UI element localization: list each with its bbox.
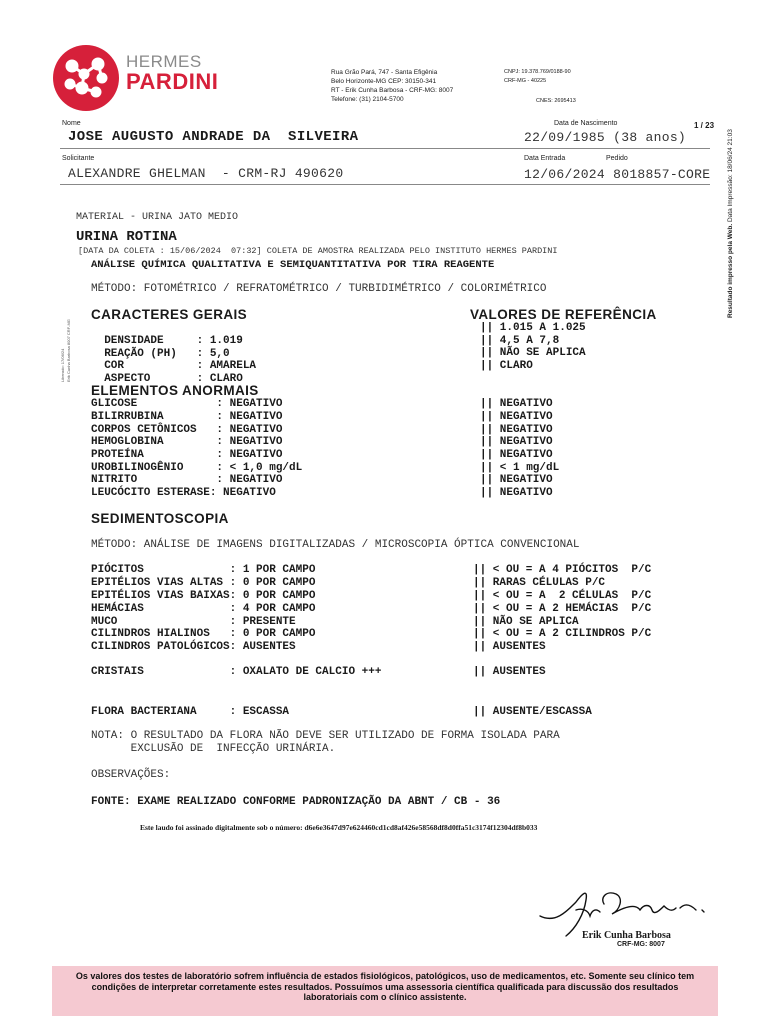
abnormal-row: LEUCÓCITO ESTERASE: NEGATIVO <box>91 487 276 499</box>
abnormal-ref: || NEGATIVO <box>480 436 553 448</box>
exam-collection: [DATA DA COLETA : 15/06/2024 07:32] COLETA DE AMOSTRA REALIZADA PELO INSTITUTO HERMES PARDINI <box>78 246 558 256</box>
abnormal-row: CORPOS CETÔNICOS : NEGATIVO <box>91 424 283 436</box>
sediment-row: MUCO : PRESENTE <box>91 616 296 628</box>
general-ref: || 1.015 A 1.025 <box>480 322 586 334</box>
general-ref: || CLARO <box>480 360 533 372</box>
exam-method-1: MÉTODO: FOTOMÉTRICO / REFRATOMÉTRICO / TURBIDIMÉTRICO / COLORIMÉTRICO <box>91 283 547 295</box>
abnormal-header: ELEMENTOS ANORMAIS <box>91 383 259 398</box>
general-row-label: COR : AMARELA <box>104 359 257 372</box>
general-ref: || NÃO SE APLICA <box>480 347 586 359</box>
footer-disclaimer <box>52 966 718 1016</box>
crystals-row: CRISTAIS : OXALATO DE CALCIO +++ <box>91 666 382 678</box>
general-row <box>91 360 243 385</box>
birth-date: 22/09/1985 (38 anos) <box>524 130 687 145</box>
print-info-side <box>727 128 735 318</box>
abnormal-row: HEMOGLOBINA : NEGATIVO <box>91 436 283 448</box>
patient-name-label: Nome <box>62 120 81 127</box>
sediment-ref: || NÃO SE APLICA <box>473 616 579 628</box>
abnormal-row: NITRITO : NEGATIVO <box>91 474 283 486</box>
birth-date-label: Data de Nascimento <box>554 120 618 127</box>
flora-ref: || AUSENTE/ESCASSA <box>473 706 592 718</box>
lab-ids-block <box>504 68 624 86</box>
sediment-row: HEMÁCIAS : 4 POR CAMPO <box>91 603 316 615</box>
sediment-row: CILINDROS PATOLÓGICOS: AUSENTES <box>91 641 296 653</box>
abnormal-row: UROBILINOGÊNIO : < 1,0 mg/dL <box>91 462 303 474</box>
exam-method-2: MÉTODO: ANÁLISE DE IMAGENS DIGITALIZADAS / MICROSCOPIA ÓPTICA CONVENCIONAL <box>91 539 580 551</box>
signer-name: Erik Cunha Barbosa <box>582 930 671 941</box>
sediment-row: EPITÉLIOS VIAS BAIXAS: 0 POR CAMPO <box>91 590 316 602</box>
abnormal-row: BILIRRUBINA : NEGATIVO <box>91 411 283 423</box>
flora-row: FLORA BACTERIANA : ESCASSA <box>91 706 290 718</box>
general-row-label: REAÇÃO (PH) : 5,0 <box>104 347 230 360</box>
lab-cnes: CNES: 2695413 <box>536 98 576 104</box>
sediment-row: EPITÉLIOS VIAS ALTAS : 0 POR CAMPO <box>91 577 316 589</box>
lab-cnpj: CNPJ: 19.378.769/0188-90 <box>504 69 571 75</box>
general-header: CARACTERES GERAIS <box>91 307 248 322</box>
lab-crf: CRF-MG - 40225 <box>504 78 547 84</box>
sediment-ref: || < OU = A 2 CÉLULAS P/C <box>473 590 652 602</box>
sediment-ref: || < OU = A 4 PIÓCITOS P/C <box>473 564 652 576</box>
requester-label: Solicitante <box>62 155 95 162</box>
general-row-label: DENSIDADE : 1.019 <box>104 334 243 347</box>
sediment-ref: || < OU = A 2 HEMÁCIAS P/C <box>473 603 652 615</box>
abnormal-ref: || NEGATIVO <box>480 487 553 499</box>
abnormal-ref: || NEGATIVO <box>480 449 553 461</box>
footer-disclaimer-text: Os valores dos testes de laboratório sofrem influência de estados fisiológicos, patológicos, uso de medicamentos, etc. Somente seu clínico tem condições de interpretar corretamente estes resultados. Possuímos uma assessoria científica qualificada para discussão dos resultados laboratoriais com o clínico assistente. <box>75 971 695 1002</box>
exam-title: URINA ROTINA <box>76 229 177 245</box>
patient-name: JOSE AUGUSTO ANDRADE DA SILVEIRA <box>68 129 359 145</box>
lab-rt: RT - Erik Cunha Barbosa - CRF-MG: 8007 <box>331 87 454 94</box>
abnormal-ref: || NEGATIVO <box>480 398 553 410</box>
lab-address-block <box>331 68 501 104</box>
order-label: Pedido <box>606 155 628 162</box>
sediment-row: PIÓCITOS : 1 POR CAMPO <box>91 564 316 576</box>
print-info-date: Data Impressão: 18/06/24 21:03 <box>727 129 734 224</box>
brand-logo <box>52 44 120 112</box>
sediment-ref: || AUSENTES <box>473 641 546 653</box>
observations-label: OBSERVAÇÕES: <box>91 769 171 781</box>
lab-address-line2: Belo Horizonte-MG CEP: 30150-341 <box>331 78 437 85</box>
signer-crf: CRF-MG: 8007 <box>617 941 665 948</box>
entry-date-label: Data Entrada <box>524 155 566 162</box>
sediment-row: CILINDROS HIALINOS : 0 POR CAMPO <box>91 628 316 640</box>
source-note: FONTE: EXAME REALIZADO CONFORME PADRONIZAÇÃO DA ABNT / CB - 36 <box>91 796 501 808</box>
general-row-label: ASPECTO : CLARO <box>104 372 243 385</box>
print-info-bold: Resultado impresso pela Web. <box>727 223 734 318</box>
patient-name-divider <box>60 148 710 149</box>
exam-analysis: ANÁLISE QUÍMICA QUALITATIVA E SEMIQUANTITATIVA POR TIRA REAGENTE <box>91 259 495 271</box>
release-info-side <box>60 298 74 382</box>
sediment-header: SEDIMENTOSCOPIA <box>91 511 229 526</box>
abnormal-ref: || NEGATIVO <box>480 474 553 486</box>
lab-address-line1: Rua Grão Pará, 747 - Santa Efigênia <box>331 69 438 76</box>
exam-material: MATERIAL - URINA JATO MEDIO <box>76 212 239 223</box>
requester: ALEXANDRE GHELMAN - CRM-RJ 490620 <box>68 166 344 181</box>
abnormal-ref: || < 1 mg/dL <box>480 462 560 474</box>
reference-header: VALORES DE REFERÊNCIA <box>470 307 657 322</box>
sediment-ref: || RARAS CÉLULAS P/C <box>473 577 606 589</box>
release-date: Liberado: 17/06/24 <box>60 348 65 382</box>
digital-signature-text: Este laudo foi assinado digitalmente sob o número: d6e6e3647d97e624460cd1cd8af426e58568df8d0ffa51c3174f12304df8b033 <box>140 823 538 832</box>
lab-phone: Telefone: (31) 2104-5700 <box>331 96 404 103</box>
hermes-pardini-logo-icon <box>52 44 120 112</box>
release-signer: Erik Cunha Barbosa 8007 CRF-MG <box>66 319 71 382</box>
sediment-ref: || < OU = A 2 CILINDROS P/C <box>473 628 652 640</box>
abnormal-row: PROTEÍNA : NEGATIVO <box>91 449 283 461</box>
requester-divider <box>60 184 710 185</box>
general-ref: || 4,5 A 7,8 <box>480 335 560 347</box>
flora-note-line1: NOTA: O RESULTADO DA FLORA NÃO DEVE SER UTILIZADO DE FORMA ISOLADA PARA <box>91 730 560 742</box>
brand-name-line2: PARDINI <box>126 69 219 94</box>
brand-name-line1: HERMES <box>126 52 202 71</box>
abnormal-ref: || NEGATIVO <box>480 411 553 423</box>
flora-note-line2: EXCLUSÃO DE INFECÇÃO URINÁRIA. <box>91 743 336 755</box>
entry-date-order: 12/06/2024 8018857-CORE <box>524 167 711 182</box>
page-number: 1 / 23 <box>694 121 715 130</box>
crystals-ref: || AUSENTES <box>473 666 546 678</box>
abnormal-row: GLICOSE : NEGATIVO <box>91 398 283 410</box>
abnormal-ref: || NEGATIVO <box>480 424 553 436</box>
